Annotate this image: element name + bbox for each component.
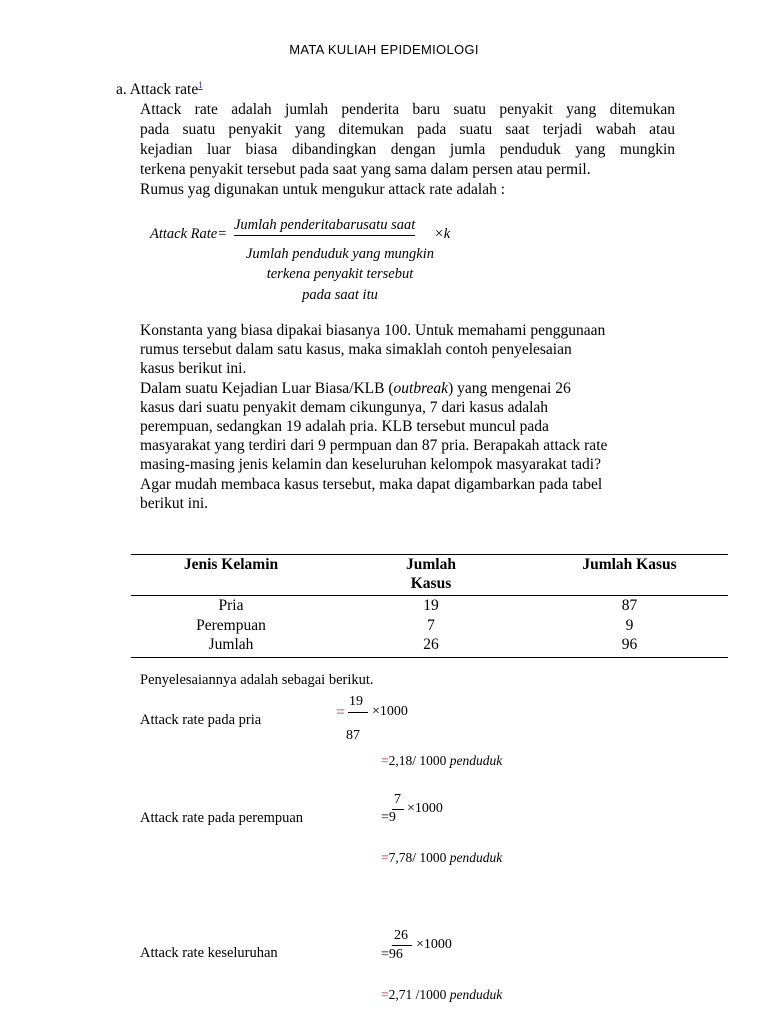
table-header-row <box>131 555 728 596</box>
table-cell: 87 <box>621 597 638 614</box>
solution-intro: Penyelesaiannya adalah sebagai berikut. <box>140 672 374 688</box>
section-heading <box>116 80 203 99</box>
paragraph-line: rumus tersebut dalam satu kasus, maka simaklah contoh penyelesaian <box>140 341 572 359</box>
paragraph-line: berikut ini. <box>140 494 209 512</box>
table-cell: 9 <box>625 616 634 634</box>
equals-sign: = <box>381 753 389 768</box>
perempuan-result <box>381 850 502 866</box>
formula-label: Attack Rate= <box>150 226 228 242</box>
pria-numerator: 19 <box>349 694 363 709</box>
formula-multiplier: ×k <box>434 226 451 242</box>
perempuan-label: Attack rate pada perempuan <box>140 810 304 826</box>
table-cell: 26 <box>331 635 531 657</box>
paragraph-line: masing-masing jenis kelamin dan keseluruhan kelompok masyarakat tadi? <box>140 456 601 474</box>
perempuan-denominator-line <box>381 810 396 826</box>
paragraph-line: kejadian luar biasa dibandingkan dengan jumla penduduk yang mungkin <box>140 141 675 158</box>
keseluruhan-denominator-line <box>381 947 403 963</box>
equals-sign: = <box>381 987 389 1002</box>
result-value: 7,78/ 1000 <box>388 850 447 865</box>
keseluruhan-denominator: 96 <box>388 947 403 962</box>
formula-denominator-line: pada saat itu <box>302 287 378 303</box>
case-paragraph <box>140 321 680 513</box>
fraction-bar <box>392 945 412 946</box>
column-header-population: Jumlah Kasus <box>531 555 728 596</box>
table-cell: Jumlah <box>131 635 331 657</box>
header-line: Jumlah <box>406 556 456 573</box>
keseluruhan-result <box>381 987 502 1003</box>
paragraph-line: kasus dari suatu penyakit demam cikungunya, 7 dari kasus adalah <box>140 398 549 416</box>
page-header: MATA KULIAH EPIDEMIOLOGI <box>289 42 479 57</box>
pria-result <box>381 753 502 769</box>
pria-denominator: 87 <box>346 728 360 743</box>
paragraph-line: Agar mudah membaca kasus tersebut, maka dapat digambarkan pada tabel <box>140 475 603 493</box>
paragraph-line: terkena penyakit tersebut pada saat yang sama dalam persen atau permil. <box>140 161 591 178</box>
table-cell: Perempuan <box>196 616 266 634</box>
paragraph-line: Attack rate adalah jumlah penderita baru suatu penyakit yang ditemukan <box>140 101 675 118</box>
pria-label: Attack rate pada pria <box>140 712 262 728</box>
column-header-cases <box>331 555 531 596</box>
table-row <box>131 635 728 657</box>
unit-label: penduduk <box>449 987 503 1002</box>
italic-term: outbreak <box>393 379 449 397</box>
equals-sign: = <box>381 850 389 865</box>
times-1000: ×1000 <box>416 937 452 952</box>
fraction-bar <box>348 712 368 713</box>
paragraph-line: Konstanta yang biasa dipakai biasanya 100. Untuk memahami penggunaan <box>140 322 606 339</box>
unit-label: penduduk <box>449 753 503 768</box>
section-title: Attack rate <box>129 81 199 99</box>
times-1000: ×1000 <box>407 801 443 816</box>
keseluruhan-numerator: 26 <box>394 928 408 943</box>
paragraph-line: perempuan, sedangkan 19 adalah pria. KLB tersebut muncul pada <box>140 418 549 436</box>
paragraph-line: masyarakat yang terdiri dari 9 permpuan dan 87 pria. Berapakah attack rate <box>140 437 608 455</box>
equals-sign: = <box>381 947 389 962</box>
table-row <box>131 596 728 616</box>
table-cell: Pria <box>218 597 244 614</box>
result-value: 2,71 /1000 <box>388 987 447 1002</box>
equals-sign: = <box>381 810 389 825</box>
keseluruhan-label: Attack rate keseluruhan <box>140 945 278 961</box>
formula-denominator-line: Jumlah penduduk yang mungkin <box>245 246 435 262</box>
formula-numerator: Jumlah penderitabarusatu saat <box>234 217 415 236</box>
text-fragment: ) yang mengenai 26 <box>448 379 571 397</box>
text-fragment: Dalam suatu Kejadian Luar Biasa/KLB ( <box>140 379 394 397</box>
section-marker: a. <box>116 81 127 99</box>
paragraph-line: kasus berikut ini. <box>140 360 247 378</box>
header-line: Kasus <box>410 575 452 592</box>
equals-sign: = <box>336 704 346 721</box>
times-1000: ×1000 <box>372 704 408 719</box>
table-cell: 19 <box>423 597 439 614</box>
perempuan-denominator: 9 <box>388 810 396 825</box>
unit-label: penduduk <box>449 850 503 865</box>
paragraph-line: Rumus yag digunakan untuk mengukur attack rate adalah : <box>140 181 506 198</box>
case-table <box>131 554 728 658</box>
table-cell: 96 <box>531 635 728 657</box>
column-header-gender: Jenis Kelamin <box>131 555 331 596</box>
paragraph-line <box>140 379 680 398</box>
definition-paragraph <box>140 100 675 200</box>
table-row <box>131 616 728 636</box>
perempuan-numerator: 7 <box>394 792 401 807</box>
table-cell: 7 <box>427 616 435 634</box>
footnote-link[interactable]: 1 <box>198 80 203 90</box>
paragraph-line: pada suatu penyakit yang ditemukan pada suatu saat terjadi wabah atau <box>140 121 675 138</box>
result-value: 2,18/ 1000 <box>388 753 447 768</box>
formula-denominator-line: terkena penyakit tersebut <box>266 266 414 282</box>
